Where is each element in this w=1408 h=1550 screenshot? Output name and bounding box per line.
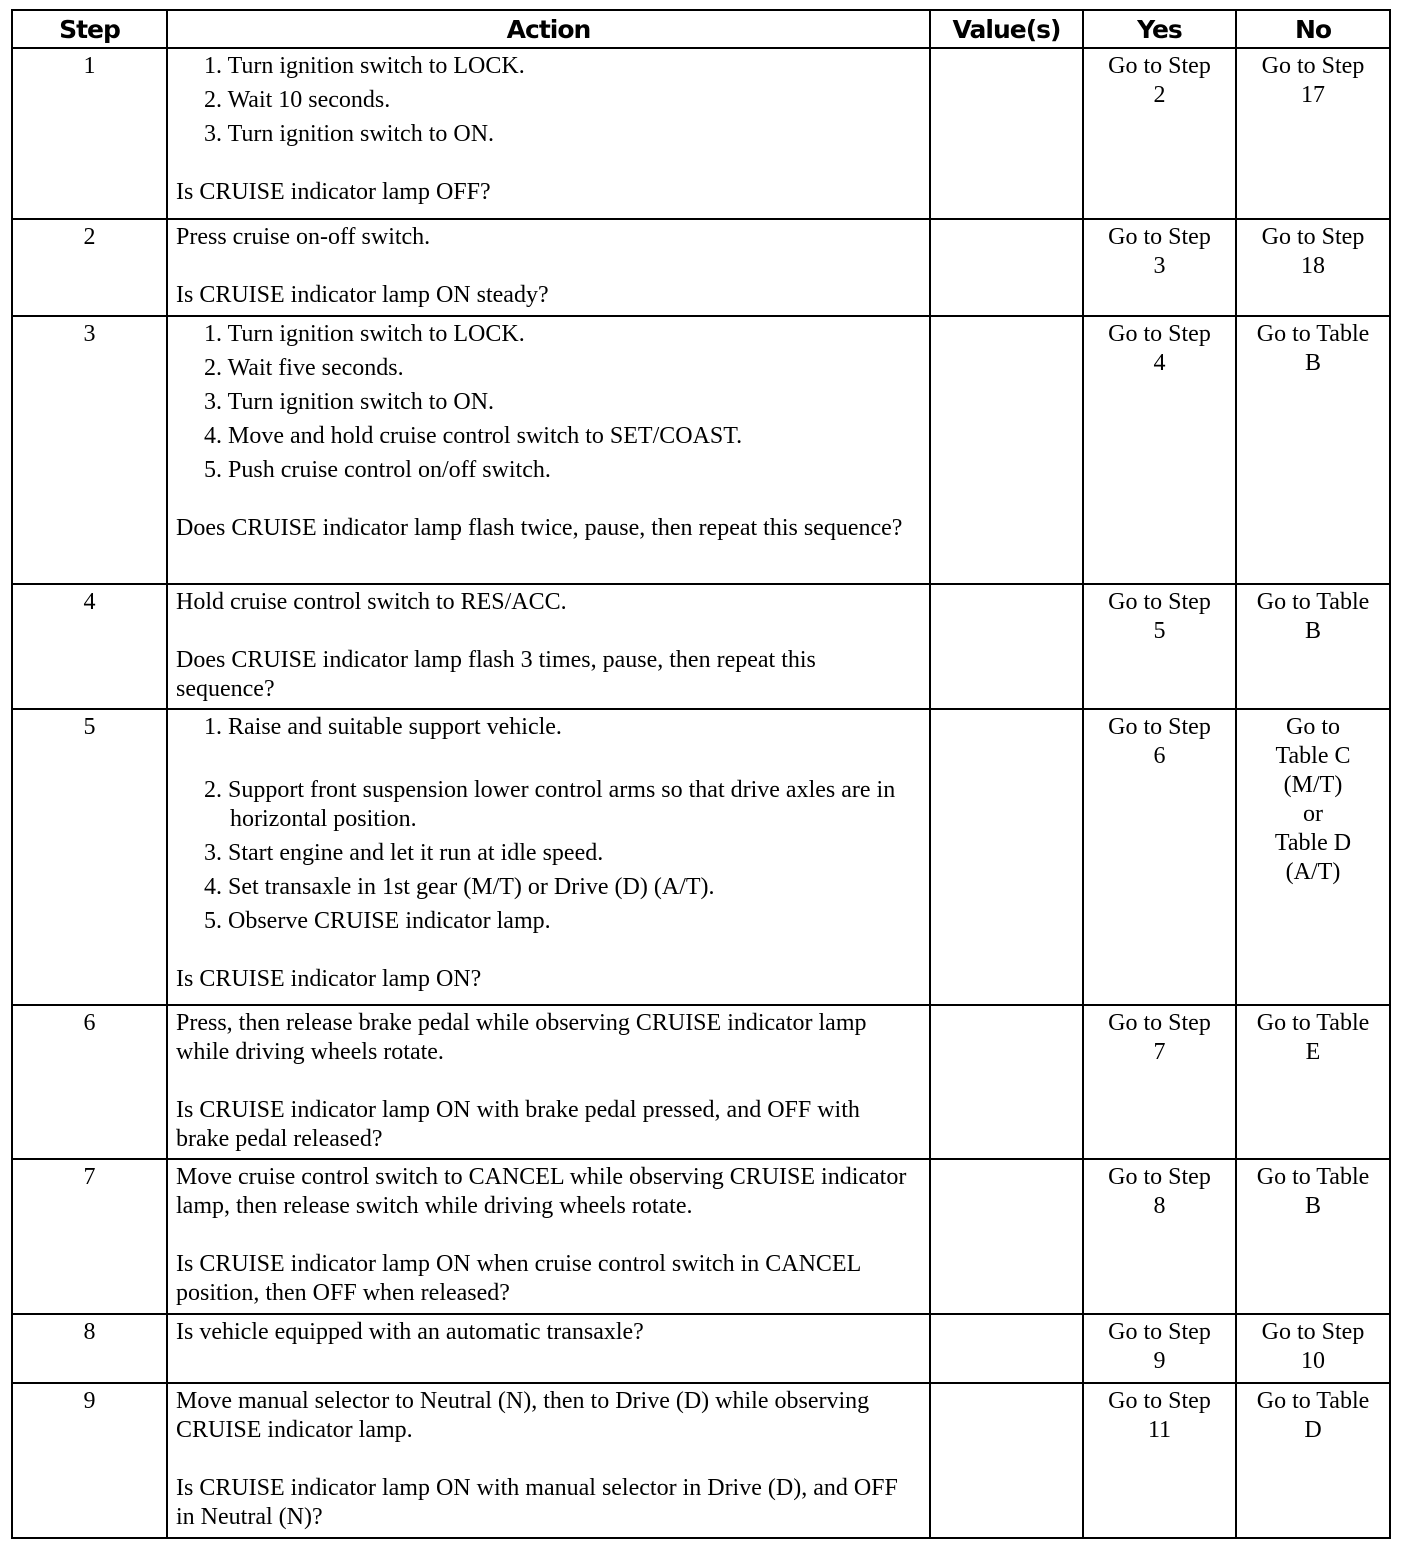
action-step: 5. Push cruise control on/off switch.: [204, 457, 551, 483]
table-row: [12, 1005, 1390, 1159]
yes-cell: Go to Step 4: [1083, 316, 1236, 584]
action-step: 1. Turn ignition switch to LOCK.: [204, 53, 525, 79]
value-cell: [930, 1005, 1083, 1159]
value-cell: [930, 316, 1083, 584]
header-step: Step: [12, 10, 167, 48]
action-question: Is CRUISE indicator lamp OFF?: [176, 179, 491, 205]
header-yes: Yes: [1083, 10, 1236, 48]
no-cell: Go to Table B: [1236, 1159, 1390, 1314]
yes-cell: Go to Step 2: [1083, 48, 1236, 219]
step-number: 7: [12, 1159, 167, 1314]
action-question: Is CRUISE indicator lamp ON with manual selector in Drive (D), and OFF in Neutral (N)?: [176, 1475, 898, 1530]
yes-cell: Go to Step 9: [1083, 1314, 1236, 1383]
action-step: 4. Move and hold cruise control switch to SET/COAST.: [204, 423, 743, 449]
action-instruction: Move manual selector to Neutral (N), then to Drive (D) while observing CRUISE indicator lamp.: [176, 1388, 870, 1443]
table-row: [12, 709, 1390, 1005]
step-number: 2: [12, 219, 167, 316]
yes-cell: Go to Step 3: [1083, 219, 1236, 316]
action-question: Is vehicle equipped with an automatic transaxle?: [176, 1319, 644, 1345]
value-cell: [930, 1159, 1083, 1314]
no-cell: Go to Table B: [1236, 316, 1390, 584]
action-steps: [176, 52, 919, 149]
action-step: 4. Set transaxle in 1st gear (M/T) or Drive (D) (A/T).: [204, 874, 715, 900]
action-question: Is CRUISE indicator lamp ON?: [176, 966, 482, 992]
value-cell: [930, 1383, 1083, 1538]
no-cell: Go to Table E: [1236, 1005, 1390, 1159]
yes-cell: Go to Step 8: [1083, 1159, 1236, 1314]
action-instruction: Press cruise on-off switch.: [176, 224, 431, 250]
no-cell: Go to Table C (M/T) or Table D (A/T): [1236, 709, 1390, 1005]
value-cell: [930, 48, 1083, 219]
action-step: 3. Turn ignition switch to ON.: [204, 389, 495, 415]
header-row: [12, 10, 1390, 48]
action-cell: [167, 316, 930, 584]
header-no: No: [1236, 10, 1390, 48]
action-cell: [167, 1159, 930, 1314]
action-steps: [176, 713, 919, 936]
yes-cell: Go to Step 7: [1083, 1005, 1236, 1159]
action-step: 2. Wait 10 seconds.: [204, 87, 391, 113]
step-number: 4: [12, 584, 167, 709]
step-number: 3: [12, 316, 167, 584]
header-action: Action: [167, 10, 930, 48]
action-question: Is CRUISE indicator lamp ON with brake pedal pressed, and OFF with brake pedal released?: [176, 1097, 860, 1152]
table-row: [12, 48, 1390, 219]
action-cell: [167, 709, 930, 1005]
table-row: [12, 1383, 1390, 1538]
value-cell: [930, 584, 1083, 709]
step-number: 1: [12, 48, 167, 219]
action-question: Does CRUISE indicator lamp flash 3 times, pause, then repeat this sequence?: [176, 647, 816, 702]
action-cell: [167, 1314, 930, 1383]
action-cell: [167, 1383, 930, 1538]
header-values: Value(s): [930, 10, 1083, 48]
action-cell: [167, 48, 930, 219]
action-instruction: Move cruise control switch to CANCEL while observing CRUISE indicator lamp, then release switch while driving wheels rotate.: [176, 1164, 907, 1219]
no-cell: Go to Step 17: [1236, 48, 1390, 219]
yes-cell: Go to Step 6: [1083, 709, 1236, 1005]
no-cell: Go to Table B: [1236, 584, 1390, 709]
action-instruction: Hold cruise control switch to RES/ACC.: [176, 589, 567, 615]
value-cell: [930, 219, 1083, 316]
diagnostic-table: [11, 9, 1391, 1539]
value-cell: [930, 1314, 1083, 1383]
action-question: Does CRUISE indicator lamp flash twice, pause, then repeat this sequence?: [176, 515, 903, 541]
table-row: [12, 584, 1390, 709]
value-cell: [930, 709, 1083, 1005]
action-step: 3. Turn ignition switch to ON.: [204, 121, 495, 147]
action-cell: [167, 584, 930, 709]
action-steps: [176, 320, 919, 485]
action-step: 2. Support front suspension lower control arms so that drive axles are in horizontal position.: [204, 777, 896, 832]
table-row: [12, 316, 1390, 584]
step-number: 9: [12, 1383, 167, 1538]
step-number: 6: [12, 1005, 167, 1159]
no-cell: Go to Step 18: [1236, 219, 1390, 316]
table-row: [12, 1159, 1390, 1314]
action-step: 1. Turn ignition switch to LOCK.: [204, 321, 525, 347]
action-question: Is CRUISE indicator lamp ON when cruise control switch in CANCEL position, then OFF when released?: [176, 1251, 861, 1306]
no-cell: Go to Table D: [1236, 1383, 1390, 1538]
table-row: [12, 1314, 1390, 1383]
yes-cell: Go to Step 5: [1083, 584, 1236, 709]
action-cell: [167, 1005, 930, 1159]
table-row: [12, 219, 1390, 316]
action-instruction: Press, then release brake pedal while observing CRUISE indicator lamp while driving wheels rotate.: [176, 1010, 867, 1065]
no-cell: Go to Step 10: [1236, 1314, 1390, 1383]
action-cell: [167, 219, 930, 316]
yes-cell: Go to Step 11: [1083, 1383, 1236, 1538]
action-step: 1. Raise and suitable support vehicle.: [204, 714, 562, 740]
action-step: 3. Start engine and let it run at idle speed.: [204, 840, 604, 866]
action-step: 2. Wait five seconds.: [204, 355, 404, 381]
action-step: 5. Observe CRUISE indicator lamp.: [204, 908, 551, 934]
action-question: Is CRUISE indicator lamp ON steady?: [176, 282, 549, 308]
step-number: 8: [12, 1314, 167, 1383]
step-number: 5: [12, 709, 167, 1005]
